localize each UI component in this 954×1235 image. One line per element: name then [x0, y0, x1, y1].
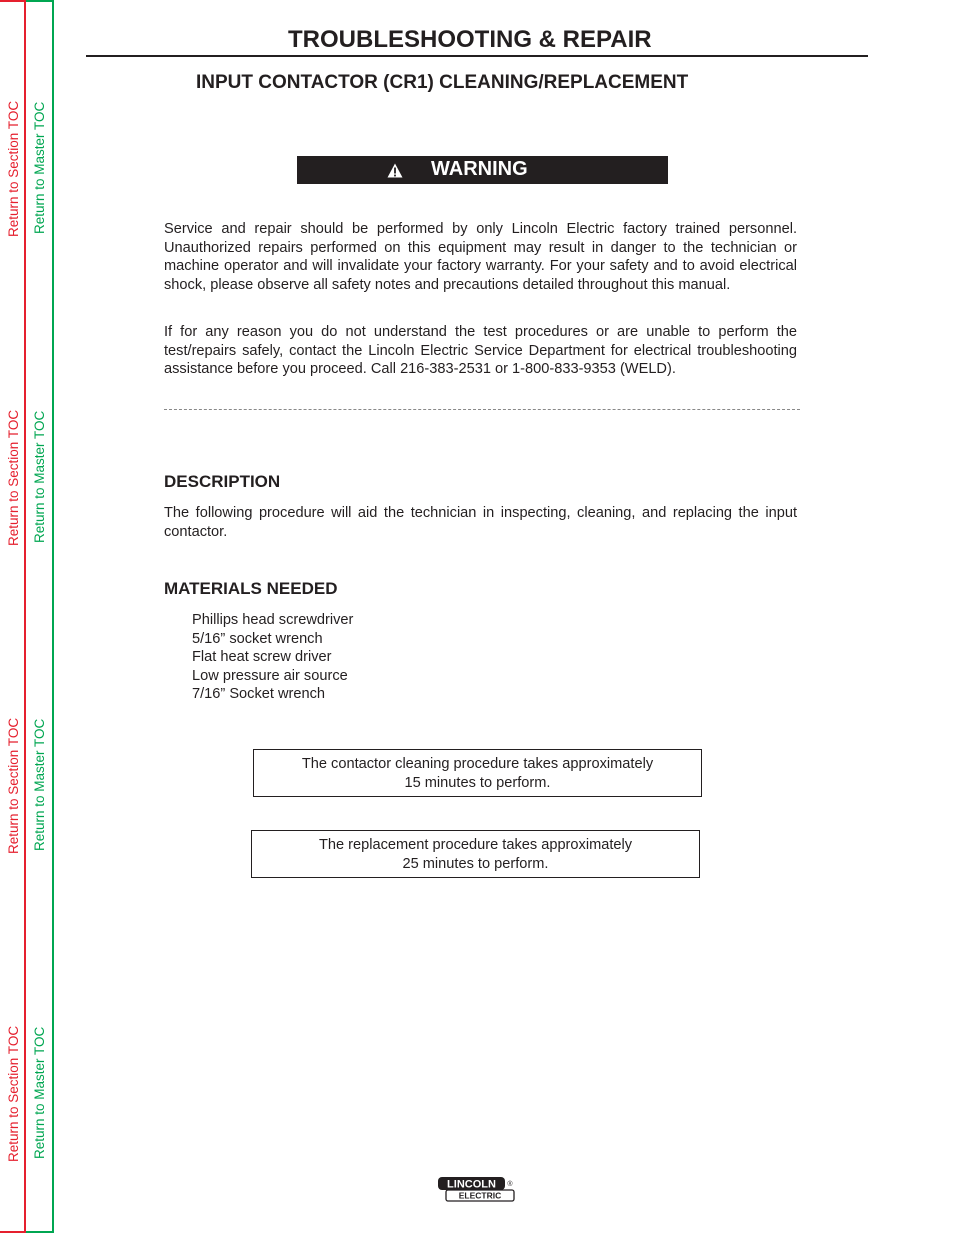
materials-list [192, 611, 353, 704]
page-title: TROUBLESHOOTING & REPAIR [288, 26, 652, 53]
materials-heading: MATERIALS NEEDED [164, 579, 338, 598]
warning-banner [297, 156, 668, 184]
warning-label: WARNING [431, 158, 528, 180]
warning-paragraph: Service and repair should be performed by only Lincoln Electric factory trained personnel. Unauthorized repairs performed on this equipment may result in danger to the technician or machine operator and will invalidate your factory warranty. For your safety and to avoid electrical shock, please observe all safety notes and precautions detailed throughout this manual. [164, 221, 797, 294]
return-to-master-toc-link[interactable]: Return to Master TOC [32, 718, 47, 851]
title-rule [86, 55, 868, 57]
divider [164, 409, 800, 410]
return-to-section-toc-link[interactable]: Return to Section TOC [6, 1025, 21, 1162]
logo-bottom-text: ELECTRIC [458, 1190, 502, 1201]
return-to-master-toc-link[interactable]: Return to Master TOC [32, 101, 47, 234]
description-heading: DESCRIPTION [164, 472, 281, 491]
replacement-time-line: 25 minutes to perform. [402, 856, 549, 872]
list-item: 7/16” Socket wrench [192, 686, 326, 703]
cleaning-time-line: The contactor cleaning procedure takes approximately [301, 756, 654, 772]
procedure-title: INPUT CONTACTOR (CR1) CLEANING/REPLACEMENT [196, 72, 689, 93]
list-item: Phillips head screwdriver [192, 612, 354, 628]
replacement-time-line: The replacement procedure takes approximately [318, 837, 633, 853]
return-to-section-toc-link[interactable]: Return to Section TOC [6, 100, 21, 237]
cleaning-time-box [253, 749, 702, 797]
lincoln-electric-logo [437, 1176, 515, 1202]
warning-triangle-icon [387, 163, 403, 178]
return-to-master-toc-link[interactable]: Return to Master TOC [32, 410, 47, 543]
return-to-section-toc-link[interactable]: Return to Section TOC [6, 717, 21, 854]
list-item: Low pressure air source [192, 667, 348, 684]
list-item: Flat heat screw driver [192, 649, 332, 666]
logo-registered-mark: ® [507, 1181, 513, 1188]
logo-top-text: LINCOLN [447, 1178, 496, 1191]
replacement-time-box [251, 830, 700, 878]
warning-paragraph: If for any reason you do not understand the test procedures or are unable to perform the test/repairs safely, contact the Lincoln Electric Service Department for electrical troubleshooting assistance before you proceed. Call 216-383-2531 or 1-800-833-9353 (WELD). [164, 324, 797, 378]
cleaning-time-line: 15 minutes to perform. [404, 775, 551, 791]
description-text: The following procedure will aid the technician in inspecting, cleaning, and replacing the input contactor. [164, 505, 797, 540]
list-item: 5/16” socket wrench [192, 630, 323, 647]
return-to-section-toc-link[interactable]: Return to Section TOC [6, 409, 21, 546]
return-to-master-toc-link[interactable]: Return to Master TOC [32, 1026, 47, 1159]
